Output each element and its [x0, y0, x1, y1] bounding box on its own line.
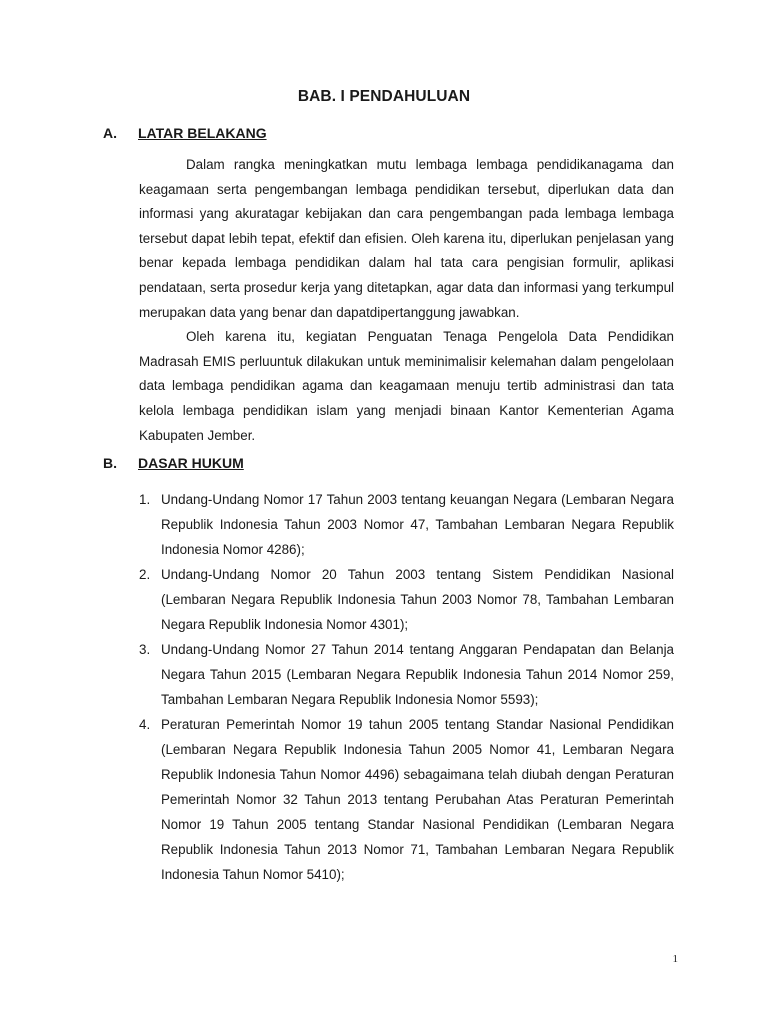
section-b-title: DASAR HUKUM — [138, 455, 244, 471]
background-section-body — [139, 153, 674, 448]
list-item-text: Undang-Undang Nomor 20 Tahun 2003 tentang Sistem Pendidikan Nasional (Lembaran Negara Republik Indonesia Tahun 2003 Nomor 78, Tambahan Lembaran Negara Republik Indonesia Nomor 4301); — [161, 567, 674, 632]
list-item-number: 1. — [139, 492, 151, 507]
legal-basis-list — [139, 487, 674, 887]
list-item — [139, 487, 674, 562]
list-item-number: 3. — [139, 642, 151, 657]
list-item-number: 2. — [139, 567, 151, 582]
background-paragraph-2: Oleh karena itu, kegiatan Penguatan Tenaga Pengelola Data Pendidikan Madrasah EMIS perluuntuk dilakukan untuk meminimalisir kelemahan dalam pengelolaan data lembaga pendidikan agama dan keagamaan menuju tertib administrasi dan tata kelola lembaga pendidikan islam yang menjadi binaan Kantor Kementerian Agama Kabupaten Jember. — [139, 329, 674, 443]
list-item — [139, 562, 674, 637]
section-b-number: B. — [103, 455, 117, 471]
list-item-text: Peraturan Pemerintah Nomor 19 tahun 2005 tentang Standar Nasional Pendidikan (Lembaran Negara Republik Indonesia Tahun 2005 Nomor 41, Lembaran Negara Republik Indonesia Tahun Nomor 4496) sebagaimana telah diubah dengan Peraturan Pemerintah Nomor 32 Tahun 2013 tentang Perubahan Atas Peraturan Pemerintah Nomor 19 Tahun 2005 tentang Standar Nasional Pendidikan (Lembaran Negara Republik Indonesia Tahun 2013 Nomor 71, Tambahan Lembaran Negara Republik Indonesia Tahun Nomor 5410); — [161, 717, 674, 882]
list-item — [139, 637, 674, 712]
chapter-title: BAB. I PENDAHULUAN — [297, 88, 471, 105]
list-item-text: Undang-Undang Nomor 17 Tahun 2003 tentang keuangan Negara (Lembaran Negara Republik Indonesia Tahun 2003 Nomor 47, Tambahan Lembaran Negara Republik Indonesia Nomor 4286); — [161, 492, 674, 557]
page-number: 1 — [672, 953, 678, 965]
section-a-heading — [103, 125, 267, 141]
section-b-heading — [103, 455, 244, 471]
list-item-number: 4. — [139, 717, 151, 732]
list-item-text: Undang-Undang Nomor 27 Tahun 2014 tentang Anggaran Pendapatan dan Belanja Negara Tahun 2015 (Lembaran Negara Republik Indonesia Tahun 2014 Nomor 259, Tambahan Lembaran Negara Republik Indonesia Nomor 5593); — [161, 642, 674, 707]
section-a-title: LATAR BELAKANG — [138, 125, 267, 141]
section-a-number: A. — [103, 125, 117, 141]
background-paragraph-1: Dalam rangka meningkatkan mutu lembaga lembaga pendidikanagama dan keagamaan serta pengembangan lembaga pendidikan tersebut, diperlukan data dan informasi yang akuratagar kebijakan dan cara pengembangan pada lembaga lembaga tersebut dapat lebih tepat, efektif dan efisien. Oleh karena itu, diperlukan penjelasan yang benar kepada lembaga pendidikan dalam hal tata cara pengisian formulir, aplikasi pendataan, serta prosedur kerja yang ditetapkan, agar data dan informasi yang terkumpul merupakan data yang benar dan dapatdipertanggung jawabkan. — [139, 157, 674, 320]
list-item — [139, 712, 674, 887]
